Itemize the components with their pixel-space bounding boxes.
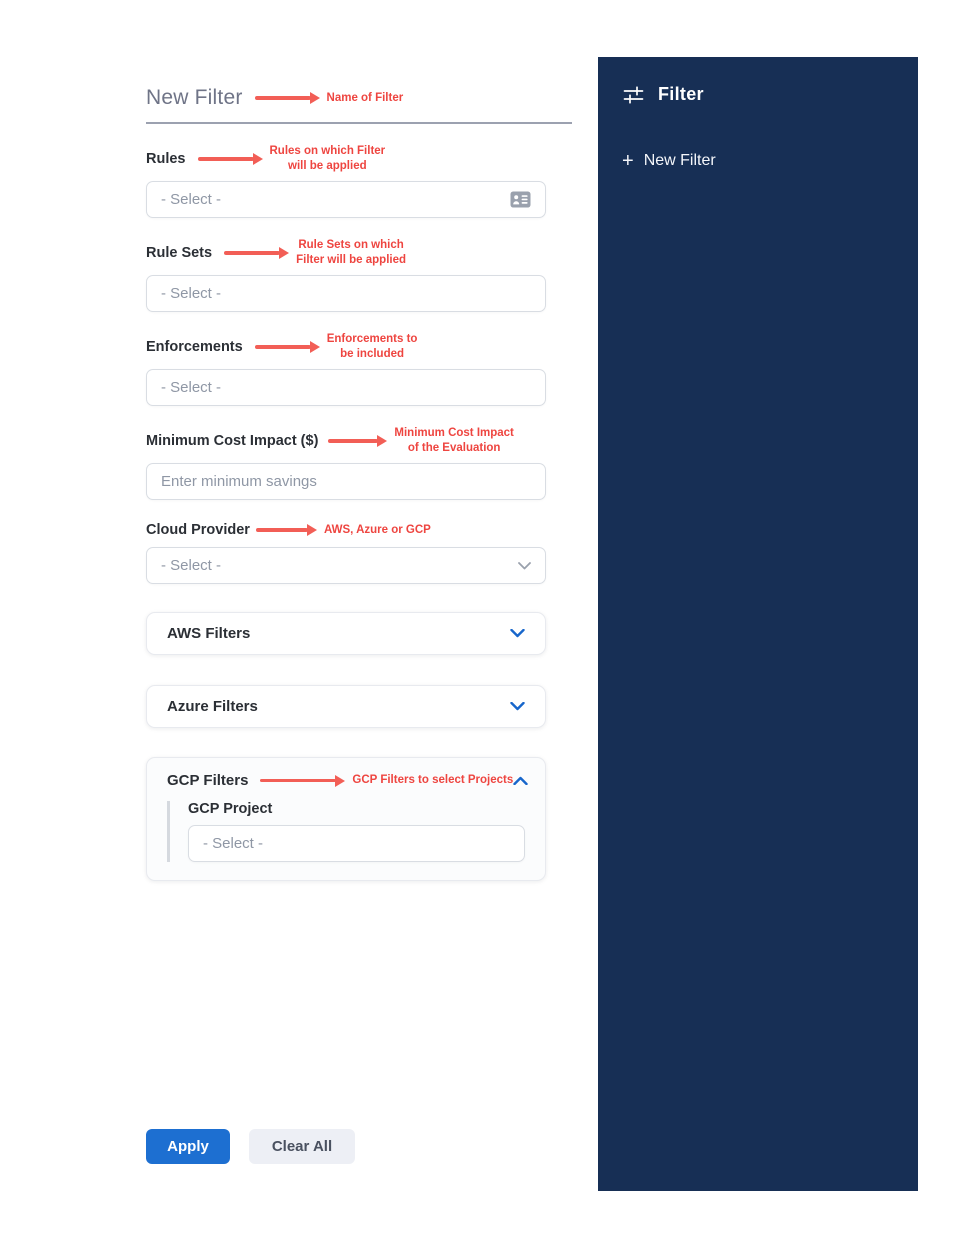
chevron-down-icon — [518, 562, 531, 570]
gcp-filters-title: GCP Filters — [167, 772, 249, 789]
filter-sidebar — [598, 57, 918, 1191]
rules-select[interactable] — [146, 181, 546, 218]
annotation-line: of the Evaluation — [407, 442, 501, 454]
chevron-down-icon — [510, 702, 525, 711]
filter-name-row — [146, 84, 546, 112]
annotation-line: Filter will be applied — [296, 254, 407, 266]
rule-sets-select[interactable] — [146, 275, 546, 312]
chevron-up-icon — [513, 776, 528, 785]
gcp-filters-annotation — [352, 773, 513, 788]
annotation-line: GCP Filters to select Projects — [352, 774, 514, 786]
annotation-line: Rule Sets on which — [298, 239, 404, 251]
azure-filters-card — [146, 685, 546, 728]
annotation-arrow — [328, 439, 378, 443]
gcp-project-select-placeholder: - Select - — [203, 835, 264, 852]
annotation-line: Enforcements to — [326, 333, 418, 345]
azure-filters-toggle[interactable] — [147, 686, 545, 727]
sliders-icon — [622, 84, 645, 105]
enforcements-select[interactable] — [146, 369, 546, 406]
new-filter-form — [146, 84, 546, 881]
cloud-provider-label: Cloud Provider — [146, 522, 250, 538]
apply-button[interactable]: Apply — [146, 1129, 230, 1164]
cloud-provider-annotation — [324, 523, 431, 538]
annotation-line: will be applied — [288, 160, 367, 172]
rules-select-placeholder: - Select - — [161, 191, 222, 208]
aws-filters-card — [146, 612, 546, 655]
minimum-cost-impact-label: Minimum Cost Impact ($) — [146, 433, 319, 449]
annotation-arrow — [256, 528, 308, 532]
cloud-provider-select-placeholder: - Select - — [161, 557, 222, 574]
field-enforcements — [146, 332, 546, 406]
sidebar-new-filter-label: New Filter — [643, 152, 716, 169]
rule-sets-label: Rule Sets — [146, 245, 213, 261]
aws-filters-toggle[interactable] — [147, 613, 545, 654]
gcp-filters-body — [167, 801, 525, 862]
annotation-arrow — [198, 157, 254, 161]
annotation-line: Name of Filter — [326, 91, 404, 104]
gcp-filters-toggle[interactable] — [167, 772, 525, 789]
sidebar-new-filter[interactable] — [598, 151, 918, 171]
filter-name-annotation — [327, 91, 404, 106]
gcp-project-select[interactable] — [188, 825, 525, 862]
gcp-filters-card — [146, 757, 546, 881]
title-underline — [146, 122, 572, 124]
annotation-line: Minimum Cost Impact — [394, 427, 514, 439]
chevron-down-icon — [510, 629, 525, 638]
rule-sets-annotation — [296, 238, 406, 268]
annotation-arrow — [224, 251, 280, 255]
id-card-icon — [510, 191, 531, 208]
minimum-savings-input[interactable] — [146, 463, 546, 500]
rules-annotation — [270, 144, 386, 174]
rules-label: Rules — [146, 151, 186, 167]
filter-name-title[interactable]: New Filter — [146, 86, 243, 109]
annotation-arrow — [255, 345, 311, 349]
clear-all-button[interactable]: Clear All — [249, 1129, 355, 1164]
annotation-arrow — [255, 96, 311, 100]
form-actions — [146, 1129, 355, 1164]
azure-filters-title: Azure Filters — [167, 698, 258, 715]
sidebar-header — [598, 57, 918, 105]
field-rules — [146, 144, 546, 218]
annotation-line: Rules on which Filter — [269, 145, 386, 157]
enforcements-label: Enforcements — [146, 339, 243, 355]
field-cloud-provider — [146, 520, 546, 584]
minimum-cost-impact-annotation — [394, 426, 513, 456]
rule-sets-select-placeholder: - Select - — [161, 285, 222, 302]
sidebar-title: Filter — [658, 84, 704, 104]
gcp-project-label: GCP Project — [188, 801, 273, 817]
annotation-line: be included — [340, 348, 405, 360]
enforcements-annotation — [327, 332, 418, 362]
enforcements-select-placeholder: - Select - — [161, 379, 222, 396]
field-rule-sets — [146, 238, 546, 312]
plus-icon: + — [622, 150, 634, 172]
field-minimum-cost-impact — [146, 426, 546, 500]
aws-filters-title: AWS Filters — [167, 625, 251, 642]
cloud-provider-select[interactable] — [146, 547, 546, 584]
annotation-line: AWS, Azure or GCP — [323, 523, 431, 536]
annotation-arrow — [260, 779, 336, 783]
